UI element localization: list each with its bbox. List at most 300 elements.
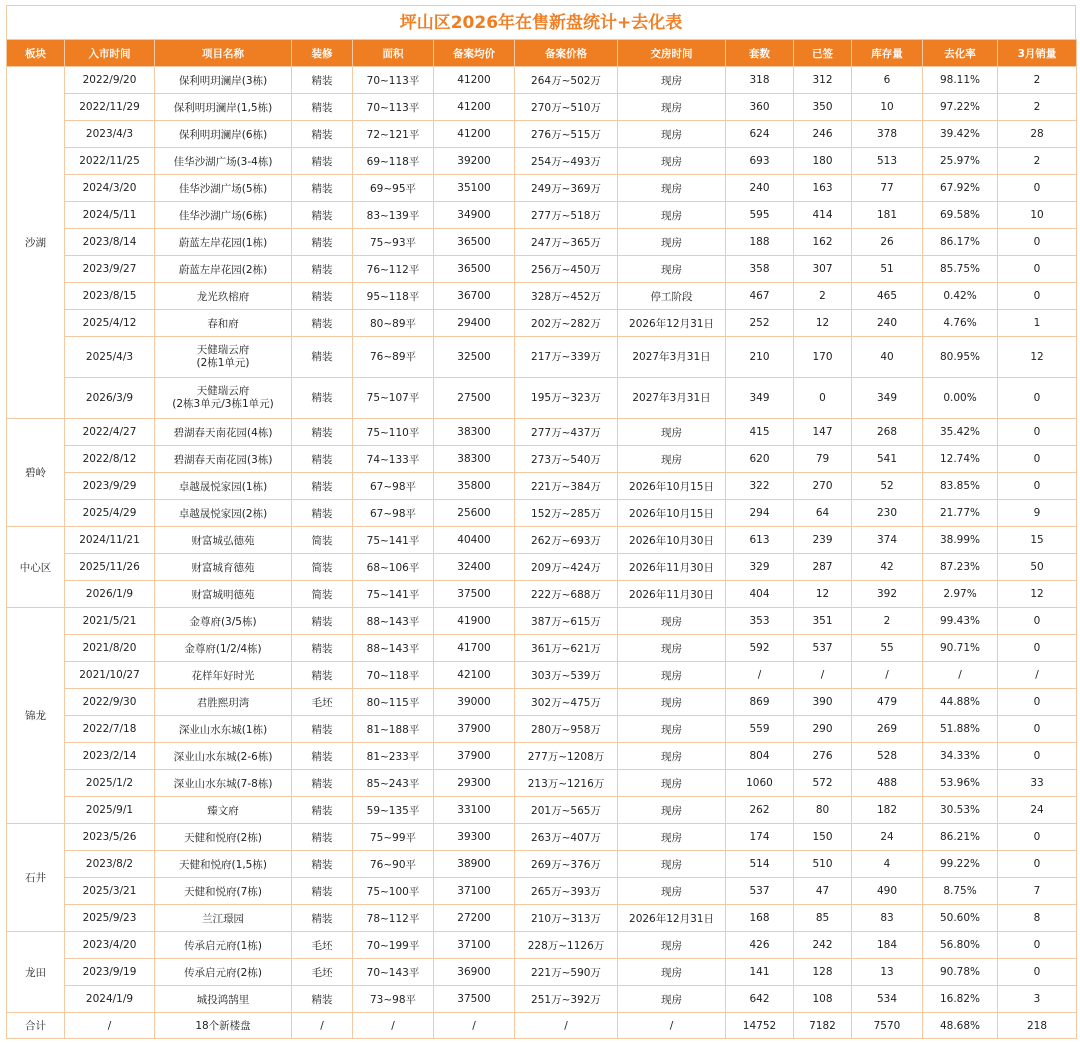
- table-row: [7, 608, 1077, 635]
- table-row: [7, 797, 1077, 824]
- table-cell: 265万~393万: [515, 878, 618, 905]
- table-cell: 现房: [618, 743, 726, 770]
- table-cell: 精装: [292, 67, 353, 94]
- table-cell: 70~199平: [353, 932, 434, 959]
- table-cell: 精装: [292, 378, 353, 419]
- table-cell: /: [794, 662, 852, 689]
- table-cell: 360: [726, 94, 794, 121]
- table-row: [7, 743, 1077, 770]
- table-cell: 47: [794, 878, 852, 905]
- table-row: [7, 148, 1077, 175]
- table-cell: 财富城明德苑: [155, 581, 292, 608]
- table-cell: 99.22%: [923, 851, 998, 878]
- table-cell: 佳华沙湖广场(3-4栋): [155, 148, 292, 175]
- table-cell: 2021/5/21: [65, 608, 155, 635]
- table-cell: 467: [726, 283, 794, 310]
- table-cell: 15: [998, 527, 1077, 554]
- table-cell: 488: [852, 770, 923, 797]
- table-cell: 财富城育德苑: [155, 554, 292, 581]
- table-cell: 86.21%: [923, 824, 998, 851]
- table-cell: 222万~688万: [515, 581, 618, 608]
- column-header: 交房时间: [618, 40, 726, 67]
- table-cell: 528: [852, 743, 923, 770]
- table-cell: 0: [998, 446, 1077, 473]
- table-cell: 天健和悦府(1,5栋): [155, 851, 292, 878]
- table-cell: 514: [726, 851, 794, 878]
- table-cell: 1: [998, 310, 1077, 337]
- table-cell: 2026年10月30日: [618, 527, 726, 554]
- table-cell: 256万~450万: [515, 256, 618, 283]
- table-cell: 0: [998, 378, 1077, 419]
- table-cell: 2: [852, 608, 923, 635]
- table-cell: 2023/9/19: [65, 959, 155, 986]
- table-cell: 2022/8/12: [65, 446, 155, 473]
- table-cell: 34900: [434, 202, 515, 229]
- table-cell: 2023/8/2: [65, 851, 155, 878]
- total-cell: 48.68%: [923, 1013, 998, 1039]
- table-cell: 2025/9/1: [65, 797, 155, 824]
- table-cell: 277万~437万: [515, 419, 618, 446]
- table-cell: 精装: [292, 500, 353, 527]
- table-cell: 2025/11/26: [65, 554, 155, 581]
- table-cell: 69~118平: [353, 148, 434, 175]
- table-row: [7, 932, 1077, 959]
- table-cell: 2: [998, 67, 1077, 94]
- table-cell: 精装: [292, 202, 353, 229]
- block-cell: 石井: [7, 824, 65, 932]
- table-row: [7, 256, 1077, 283]
- table-cell: 保利明玥澜岸(1,5栋): [155, 94, 292, 121]
- table-cell: 85.75%: [923, 256, 998, 283]
- table-cell: 16.82%: [923, 986, 998, 1013]
- table-cell: 404: [726, 581, 794, 608]
- total-cell: 7570: [852, 1013, 923, 1039]
- table-cell: 2026年12月31日: [618, 310, 726, 337]
- total-cell: /: [292, 1013, 353, 1039]
- table-cell: 99.43%: [923, 608, 998, 635]
- total-cell: 218: [998, 1013, 1077, 1039]
- table-cell: 传承启元府(2栋): [155, 959, 292, 986]
- table-cell: 现房: [618, 256, 726, 283]
- table-cell: 现房: [618, 986, 726, 1013]
- table-cell: 金尊府(1/2/4栋): [155, 635, 292, 662]
- table-cell: 68~106平: [353, 554, 434, 581]
- table-cell: 现房: [618, 716, 726, 743]
- page-title: 坪山区2026年在售新盘统计+去化表: [6, 5, 1076, 39]
- table-row: [7, 905, 1077, 932]
- table-cell: /: [923, 662, 998, 689]
- table-cell: 2: [794, 283, 852, 310]
- table-cell: 精装: [292, 473, 353, 500]
- table-container: [6, 5, 1076, 1039]
- table-cell: 2026年10月15日: [618, 473, 726, 500]
- table-cell: 2026年10月15日: [618, 500, 726, 527]
- table-cell: 现房: [618, 148, 726, 175]
- column-header: 项目名称: [155, 40, 292, 67]
- column-header: 面积: [353, 40, 434, 67]
- table-cell: 387万~615万: [515, 608, 618, 635]
- total-cell: 合计: [7, 1013, 65, 1039]
- table-cell: 0: [998, 419, 1077, 446]
- table-cell: 28: [998, 121, 1077, 148]
- table-cell: 0: [998, 283, 1077, 310]
- table-cell: 70~113平: [353, 67, 434, 94]
- table-cell: 精装: [292, 986, 353, 1013]
- table-cell: 现房: [618, 202, 726, 229]
- table-cell: 42100: [434, 662, 515, 689]
- table-cell: 85~243平: [353, 770, 434, 797]
- table-cell: 246: [794, 121, 852, 148]
- block-cell: 碧岭: [7, 419, 65, 527]
- table-cell: 510: [794, 851, 852, 878]
- table-cell: 51.88%: [923, 716, 998, 743]
- table-cell: 25.97%: [923, 148, 998, 175]
- table-cell: 精装: [292, 229, 353, 256]
- table-cell: 0: [998, 824, 1077, 851]
- table-cell: 559: [726, 716, 794, 743]
- table-cell: 97.22%: [923, 94, 998, 121]
- table-cell: 83.85%: [923, 473, 998, 500]
- table-cell: 247万~365万: [515, 229, 618, 256]
- table-cell: 361万~621万: [515, 635, 618, 662]
- table-cell: 33100: [434, 797, 515, 824]
- table-cell: 276: [794, 743, 852, 770]
- table-cell: 201万~565万: [515, 797, 618, 824]
- table-cell: 精装: [292, 148, 353, 175]
- table-cell: 76~89平: [353, 337, 434, 378]
- table-row: [7, 229, 1077, 256]
- table-cell: 35.42%: [923, 419, 998, 446]
- table-cell: 358: [726, 256, 794, 283]
- table-cell: 39.42%: [923, 121, 998, 148]
- table-cell: 33: [998, 770, 1077, 797]
- table-cell: 56.80%: [923, 932, 998, 959]
- table-cell: 2023/5/26: [65, 824, 155, 851]
- table-cell: 佳华沙湖广场(6栋): [155, 202, 292, 229]
- table-cell: 2023/8/15: [65, 283, 155, 310]
- table-cell: 55: [852, 635, 923, 662]
- table-cell: 294: [726, 500, 794, 527]
- table-cell: 210: [726, 337, 794, 378]
- total-cell: 14752: [726, 1013, 794, 1039]
- table-cell: 卓越晟悦家园(1栋): [155, 473, 292, 500]
- table-row: [7, 878, 1077, 905]
- table-cell: 现房: [618, 94, 726, 121]
- table-cell: 2026/1/9: [65, 581, 155, 608]
- table-cell: 2.97%: [923, 581, 998, 608]
- table-cell: 36700: [434, 283, 515, 310]
- table-cell: 39000: [434, 689, 515, 716]
- table-cell: 2026年11月30日: [618, 554, 726, 581]
- table-cell: 479: [852, 689, 923, 716]
- table-cell: 2024/1/9: [65, 986, 155, 1013]
- table-cell: 170: [794, 337, 852, 378]
- table-cell: 541: [852, 446, 923, 473]
- table-row: [7, 500, 1077, 527]
- table-cell: 深业山水东城(7-8栋): [155, 770, 292, 797]
- table-row: [7, 716, 1077, 743]
- table-cell: 270万~510万: [515, 94, 618, 121]
- table-cell: 70~143平: [353, 959, 434, 986]
- table-cell: 252: [726, 310, 794, 337]
- table-cell: 426: [726, 932, 794, 959]
- table-row: [7, 283, 1077, 310]
- table-cell: 现房: [618, 851, 726, 878]
- table-cell: 1060: [726, 770, 794, 797]
- table-cell: 6: [852, 67, 923, 94]
- total-cell: /: [618, 1013, 726, 1039]
- table-cell: 2026年12月31日: [618, 905, 726, 932]
- column-header: 库存量: [852, 40, 923, 67]
- table-cell: 毛坯: [292, 932, 353, 959]
- table-cell: 10: [998, 202, 1077, 229]
- table-cell: 2023/9/27: [65, 256, 155, 283]
- table-cell: 350: [794, 94, 852, 121]
- table-cell: 天健瑞云府 (2栋1单元): [155, 337, 292, 378]
- table-cell: 40: [852, 337, 923, 378]
- table-cell: 869: [726, 689, 794, 716]
- table-cell: 2026年11月30日: [618, 581, 726, 608]
- table-cell: 精装: [292, 635, 353, 662]
- table-cell: 290: [794, 716, 852, 743]
- table-cell: 374: [852, 527, 923, 554]
- table-cell: 307: [794, 256, 852, 283]
- table-cell: 624: [726, 121, 794, 148]
- table-cell: 38.99%: [923, 527, 998, 554]
- table-cell: 2026/3/9: [65, 378, 155, 419]
- table-cell: 0: [998, 932, 1077, 959]
- table-cell: 精装: [292, 121, 353, 148]
- table-row: [7, 689, 1077, 716]
- table-cell: 128: [794, 959, 852, 986]
- table-cell: /: [852, 662, 923, 689]
- table-cell: 262: [726, 797, 794, 824]
- total-cell: /: [434, 1013, 515, 1039]
- table-cell: 249万~369万: [515, 175, 618, 202]
- table-cell: 30.53%: [923, 797, 998, 824]
- table-cell: 83: [852, 905, 923, 932]
- table-cell: 75~99平: [353, 824, 434, 851]
- table-cell: 513: [852, 148, 923, 175]
- table-cell: 240: [726, 175, 794, 202]
- table-cell: 0: [998, 689, 1077, 716]
- table-cell: 230: [852, 500, 923, 527]
- block-cell: 沙湖: [7, 67, 65, 419]
- table-cell: 36500: [434, 229, 515, 256]
- table-cell: 40400: [434, 527, 515, 554]
- total-row: [7, 1013, 1077, 1039]
- table-cell: 2021/8/20: [65, 635, 155, 662]
- table-cell: 88~143平: [353, 608, 434, 635]
- table-row: [7, 959, 1077, 986]
- table-cell: 简装: [292, 554, 353, 581]
- table-cell: 2022/11/29: [65, 94, 155, 121]
- table-cell: 37900: [434, 716, 515, 743]
- table-cell: 592: [726, 635, 794, 662]
- table-cell: 242: [794, 932, 852, 959]
- column-header: 3月销量: [998, 40, 1077, 67]
- table-cell: 39300: [434, 824, 515, 851]
- table-cell: 保利明玥澜岸(3栋): [155, 67, 292, 94]
- table-cell: 195万~323万: [515, 378, 618, 419]
- table-cell: 精装: [292, 743, 353, 770]
- table-cell: 37500: [434, 986, 515, 1013]
- table-cell: 613: [726, 527, 794, 554]
- table-cell: 221万~384万: [515, 473, 618, 500]
- table-cell: 0: [998, 959, 1077, 986]
- table-cell: 213万~1216万: [515, 770, 618, 797]
- table-cell: 42: [852, 554, 923, 581]
- table-cell: 简装: [292, 581, 353, 608]
- table-cell: 69.58%: [923, 202, 998, 229]
- table-cell: 39200: [434, 148, 515, 175]
- table-row: [7, 770, 1077, 797]
- table-row: [7, 554, 1077, 581]
- table-cell: 44.88%: [923, 689, 998, 716]
- table-cell: 595: [726, 202, 794, 229]
- table-cell: 273万~540万: [515, 446, 618, 473]
- block-cell: 龙田: [7, 932, 65, 1013]
- table-row: [7, 94, 1077, 121]
- table-cell: 毛坯: [292, 689, 353, 716]
- table-cell: 2025/4/12: [65, 310, 155, 337]
- table-cell: 天健瑞云府 (2栋3单元/3栋1单元): [155, 378, 292, 419]
- table-cell: 269万~376万: [515, 851, 618, 878]
- table-cell: 2: [998, 148, 1077, 175]
- table-cell: 35100: [434, 175, 515, 202]
- table-cell: 90.71%: [923, 635, 998, 662]
- table-cell: 现房: [618, 797, 726, 824]
- table-cell: 264万~502万: [515, 67, 618, 94]
- table-cell: 75~141平: [353, 527, 434, 554]
- table-cell: 152万~285万: [515, 500, 618, 527]
- table-cell: 2024/3/20: [65, 175, 155, 202]
- table-cell: 80.95%: [923, 337, 998, 378]
- table-cell: 精装: [292, 310, 353, 337]
- table-cell: 302万~475万: [515, 689, 618, 716]
- table-cell: 佳华沙湖广场(5栋): [155, 175, 292, 202]
- table-cell: 86.17%: [923, 229, 998, 256]
- table-cell: 精装: [292, 878, 353, 905]
- table-cell: 88~143平: [353, 635, 434, 662]
- table-cell: 简装: [292, 527, 353, 554]
- table-cell: 268: [852, 419, 923, 446]
- table-cell: 现房: [618, 229, 726, 256]
- table-cell: 深业山水东城(2-6栋): [155, 743, 292, 770]
- table-cell: 现房: [618, 419, 726, 446]
- table-cell: 精装: [292, 175, 353, 202]
- table-cell: 春和府: [155, 310, 292, 337]
- table-cell: 12.74%: [923, 446, 998, 473]
- table-cell: 0: [998, 175, 1077, 202]
- table-cell: 75~141平: [353, 581, 434, 608]
- table-cell: 322: [726, 473, 794, 500]
- table-cell: 80: [794, 797, 852, 824]
- table-cell: 537: [726, 878, 794, 905]
- table-cell: 臻文府: [155, 797, 292, 824]
- table-cell: 10: [852, 94, 923, 121]
- table-cell: 37900: [434, 743, 515, 770]
- table-cell: 329: [726, 554, 794, 581]
- table-cell: 59~135平: [353, 797, 434, 824]
- table-cell: 67.92%: [923, 175, 998, 202]
- table-row: [7, 851, 1077, 878]
- table-cell: 240: [852, 310, 923, 337]
- table-cell: 精装: [292, 446, 353, 473]
- table-cell: 8.75%: [923, 878, 998, 905]
- total-cell: /: [515, 1013, 618, 1039]
- total-cell: /: [353, 1013, 434, 1039]
- table-cell: 465: [852, 283, 923, 310]
- table-cell: 81~233平: [353, 743, 434, 770]
- table-cell: 碧湖春天南花园(4栋): [155, 419, 292, 446]
- column-header: 备案均价: [434, 40, 515, 67]
- table-cell: 财富城弘德苑: [155, 527, 292, 554]
- table-cell: 90.78%: [923, 959, 998, 986]
- total-cell: /: [65, 1013, 155, 1039]
- table-cell: 天健和悦府(7栋): [155, 878, 292, 905]
- table-cell: 2023/4/20: [65, 932, 155, 959]
- table-cell: 精装: [292, 824, 353, 851]
- table-cell: 现房: [618, 67, 726, 94]
- table-cell: 80~89平: [353, 310, 434, 337]
- table-cell: 277万~1208万: [515, 743, 618, 770]
- table-cell: 217万~339万: [515, 337, 618, 378]
- table-cell: 36900: [434, 959, 515, 986]
- table-cell: 41200: [434, 94, 515, 121]
- table-cell: 78~112平: [353, 905, 434, 932]
- table-cell: 12: [998, 337, 1077, 378]
- table-cell: 95~118平: [353, 283, 434, 310]
- table-cell: 180: [794, 148, 852, 175]
- table-cell: 2023/9/29: [65, 473, 155, 500]
- table-row: [7, 337, 1077, 378]
- table-cell: 停工阶段: [618, 283, 726, 310]
- table-cell: 254万~493万: [515, 148, 618, 175]
- table-cell: 69~95平: [353, 175, 434, 202]
- table-cell: 269: [852, 716, 923, 743]
- table-cell: 76~112平: [353, 256, 434, 283]
- table-cell: 蔚蓝左岸花园(2栋): [155, 256, 292, 283]
- table-cell: 572: [794, 770, 852, 797]
- table-cell: 24: [998, 797, 1077, 824]
- table-cell: 209万~424万: [515, 554, 618, 581]
- table-cell: 精装: [292, 283, 353, 310]
- column-header: 备案价格: [515, 40, 618, 67]
- table-row: [7, 175, 1077, 202]
- table-cell: 13: [852, 959, 923, 986]
- block-cell: 锦龙: [7, 608, 65, 824]
- table-cell: 2023/2/14: [65, 743, 155, 770]
- table-cell: 12: [794, 581, 852, 608]
- table-cell: 38300: [434, 446, 515, 473]
- table-cell: 251万~392万: [515, 986, 618, 1013]
- table-cell: 精装: [292, 770, 353, 797]
- table-cell: 76~90平: [353, 851, 434, 878]
- table-cell: 蔚蓝左岸花园(1栋): [155, 229, 292, 256]
- table-row: [7, 446, 1077, 473]
- table-cell: 490: [852, 878, 923, 905]
- table-row: [7, 121, 1077, 148]
- table-row: [7, 378, 1077, 419]
- table-cell: 27500: [434, 378, 515, 419]
- table-cell: 0: [998, 851, 1077, 878]
- table-cell: 804: [726, 743, 794, 770]
- table-cell: 390: [794, 689, 852, 716]
- table-cell: 现房: [618, 608, 726, 635]
- table-cell: 2022/9/20: [65, 67, 155, 94]
- table-row: [7, 473, 1077, 500]
